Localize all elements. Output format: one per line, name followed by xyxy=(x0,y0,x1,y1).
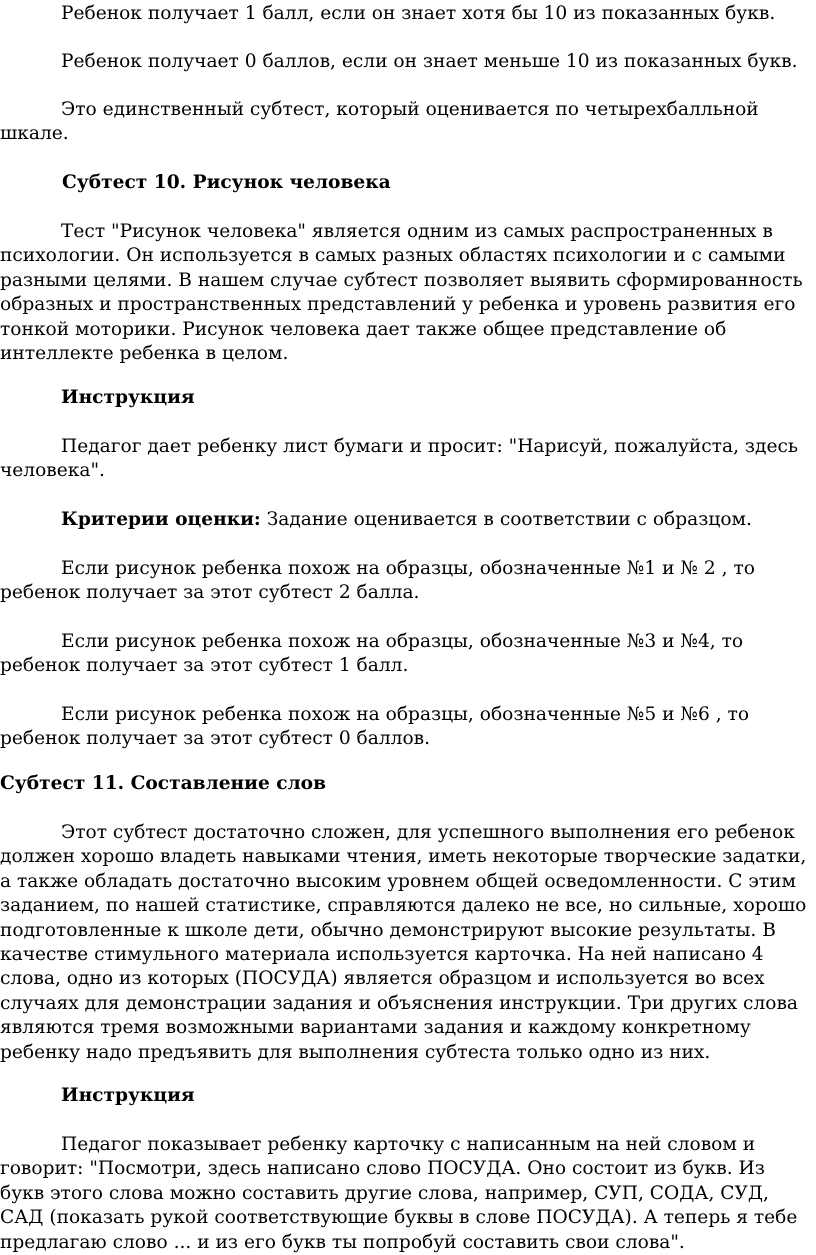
heading-subtest-10: Субтест 10. Рисунок человека xyxy=(62,172,391,193)
paragraph-instruction-drawing: Педагог дает ребенку лист бумаги и просит: "Нарисуй, пожалуйста, здесь человека". xyxy=(0,436,799,482)
heading-instruction-2: Инструкция xyxy=(61,1085,195,1106)
heading-instruction-1: Инструкция xyxy=(61,387,195,408)
paragraph-drawing-test-intro: Тест "Рисунок человека" является одним из самых распространенных в психологии. Он используется в самых разных областях психологии и с самыми разными целями. В нашем случае субтест позволяет выявить сформированность образных и пространственных представлений у ребенка и уровень развития его тонкой моторики. Рисунок человека дает также общее представление об интеллекте ребенка в целом. xyxy=(0,221,803,365)
paragraph-word-composition-intro: Этот субтест достаточно сложен, для успешного выполнения его ребенок должен хорошо владеть навыками чтения, иметь некоторые творческие задатки, а также обладать достаточно высоким уровнем общей осведомленности. С этим заданием, по нашей статистике, справляются далеко не все, но сильные, хорошо подготовленные к школе дети, обычно демонстрируют высокие результаты. В качестве стимульного материала используется карточка. На ней написано 4 слова, одно из которых (ПОСУДА) является образцом и используется во всех случаях для демонстрации задания и объяснения инструкции. Три других слова являются тремя возможными вариантами задания и каждому конкретному ребенку надо предъявить для выполнения субтеста только одно из них. xyxy=(0,822,807,1063)
paragraph-score-0: Ребенок получает 0 баллов, если он знает меньше 10 из показанных букв. xyxy=(61,51,798,72)
paragraph-criteria xyxy=(0,508,812,532)
paragraph-instruction-words: Педагог показывает ребенку карточку с написанным на ней словом и говорит: "Посмотри, здесь написано слово ПОСУДА. Оно состоит из букв. Из букв этого слова можно составить другие слова, например, СУП, СОДА, СУД, САД (показать рукой соответствующие буквы в слове ПОСУДА). А теперь я тебе предлагаю слово ... и из его букв ты попробуй составить свои слова". xyxy=(0,1134,798,1253)
paragraph-score-1: Ребенок получает 1 балл, если он знает хотя бы 10 из показанных букв. xyxy=(61,3,776,24)
criteria-text: Задание оценивается в соответствии с образцом. xyxy=(260,509,752,530)
paragraph-samples-3-4: Если рисунок ребенка похож на образцы, обозначенные №3 и №4, то ребенок получает за этот субтест 1 балл. xyxy=(0,631,744,677)
paragraph-four-point-scale: Это единственный субтест, который оценивается по четырехбалльной шкале. xyxy=(0,99,759,145)
heading-subtest-11: Субтест 11. Составление слов xyxy=(0,773,326,794)
criteria-label: Критерии оценки: xyxy=(61,509,261,530)
paragraph-samples-1-2: Если рисунок ребенка похож на образцы, обозначенные №1 и № 2 , то ребенок получает за этот субтест 2 балла. xyxy=(0,558,755,604)
paragraph-samples-5-6: Если рисунок ребенка похож на образцы, обозначенные №5 и №6 , то ребенок получает за этот субтест 0 баллов. xyxy=(0,704,750,750)
